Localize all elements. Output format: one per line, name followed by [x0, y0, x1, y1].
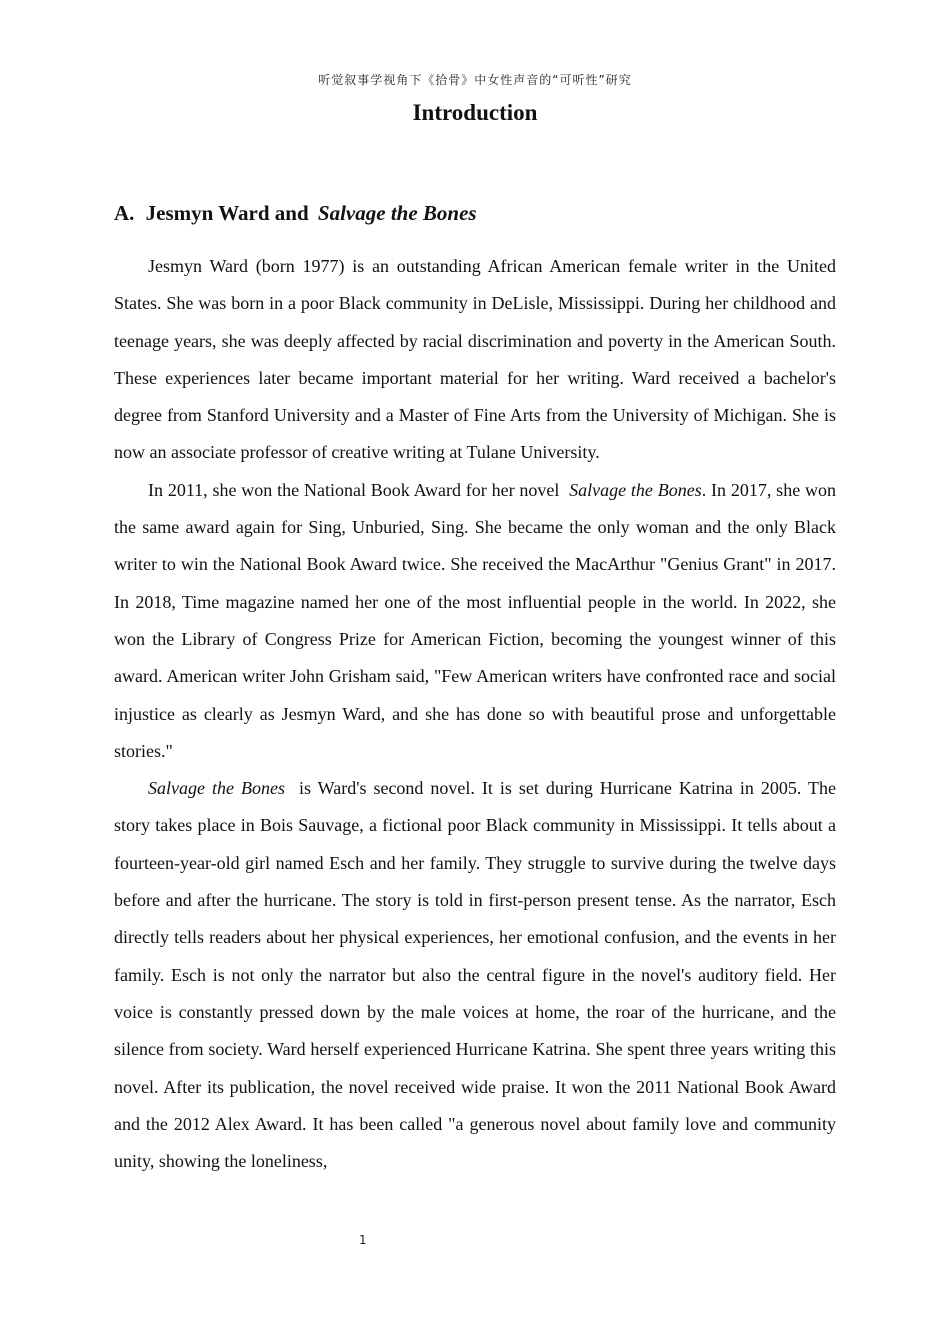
- paragraph-3-text: is Ward's second novel. It is set during Hurricane Katrina in 2005. The story takes place in Bois Sauvage, a fictional poor Black community in Mississippi. It tells about a fourteen-year-old girl named Esch and her family. They struggle to survive during the twelve days before and after the hurricane. The story is told in first-person present tense. As the narrator, Esch directly tells readers about her physical experiences, her emotional confusion, and the events in her family. Esch is not only the narrator but also the central figure in the novel's auditory field. Her voice is constantly pressed down by the male voices at home, the roar of the hurricane, and the silence from society. Ward herself experienced Hurricane Katrina. She spent three years writing this novel. After its publication, the novel received wide praise. It won the 2011 National Book Award and the 2012 Alex Award. It has been called "a generous novel about family love and community unity, showing the loneliness,: [114, 778, 837, 1172]
- paragraph-1: [114, 248, 836, 472]
- paragraph-2-text-a: In 2011, she won the National Book Award for her novel: [148, 479, 560, 500]
- page-number: 1: [359, 1233, 367, 1247]
- section-heading: [114, 201, 477, 226]
- section-title-plain: Jesmyn Ward and: [145, 201, 309, 225]
- paragraph-2-text-b: . In 2017, she won the same award again for Sing, Unburied, Sing. She became the only woman and the only Black writer to win the National Book Award twice. She received the MacArthur "Genius Grant" in 2017. In 2018, Time magazine named her one of the most influential people in the world. In 2022, she won the Library of Congress Prize for American Fiction, becoming the youngest winner of this award. American writer John Grisham said, "Few American writers have confronted race and social injustice as clearly as Jesmyn Ward, and she has done so with beautiful prose and unforgettable stories.": [114, 479, 837, 761]
- paragraph-1-text: Jesmyn Ward (born 1977) is an outstanding African American female writer in the United States. She was born in a poor Black community in DeLisle, Mississippi. During her childhood and teenage years, she was deeply affected by racial discrimination and poverty in the American South. These experiences later became important material for her writing. Ward received a bachelor's degree from Stanford University and a Master of Fine Arts from the University of Michigan. She is now an associate professor of creative writing at Tulane University.: [114, 256, 836, 463]
- section-number: A.: [114, 201, 135, 225]
- paragraph-3: [114, 770, 836, 1180]
- body-text: [114, 248, 836, 1180]
- paragraph-2: [114, 472, 836, 770]
- section-title-italic: Salvage the Bones: [317, 201, 477, 225]
- novel-title-italic-2: Salvage the Bones: [148, 778, 285, 799]
- chapter-title: Introduction: [412, 100, 538, 125]
- novel-title-italic: Salvage the Bones: [569, 479, 702, 500]
- running-header: 听觉叙事学视角下《拾骨》中女性声音的“可听性”研究: [318, 73, 632, 87]
